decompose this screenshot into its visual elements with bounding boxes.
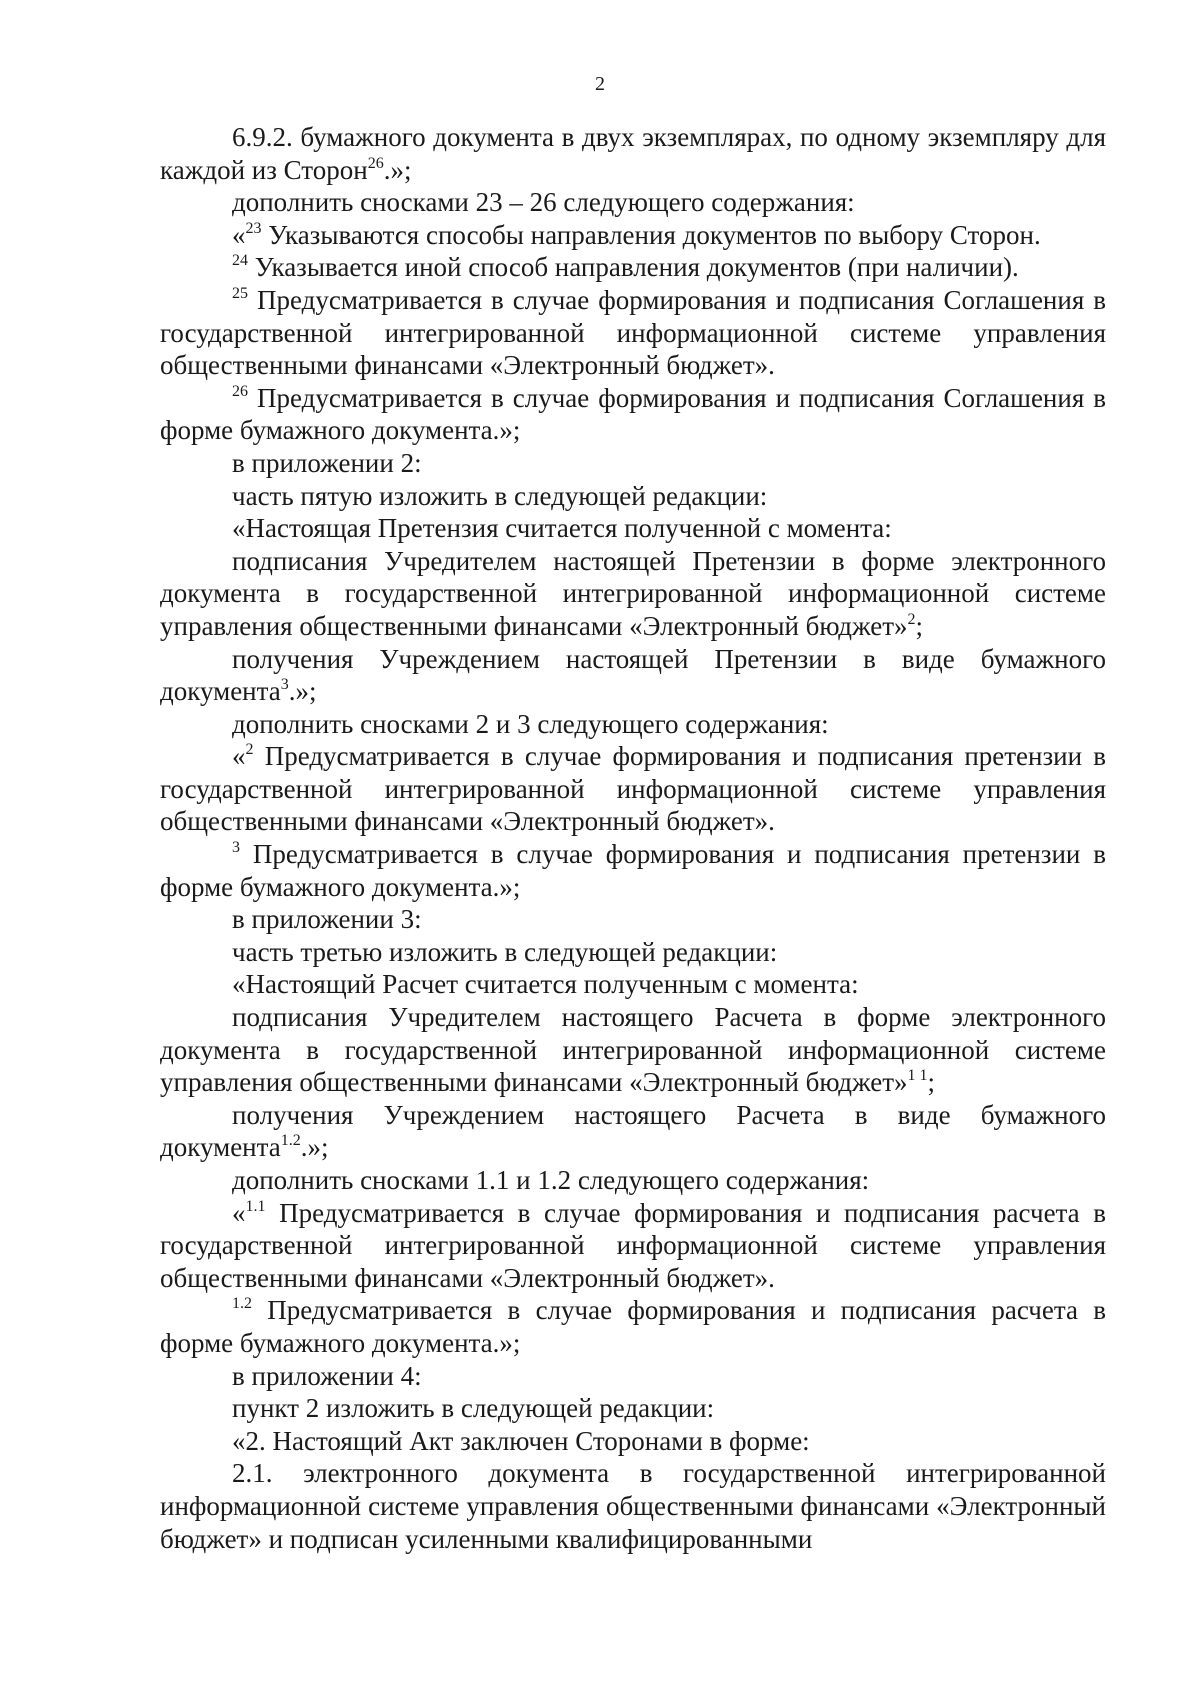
footnote-1-2: $^{1.2}$ Предусматривается в случае формирования и подписания расчета в форме бумажного документа.»; bbox=[160, 1295, 1106, 1358]
paragraph-calc-signing: подписания Учредителем настоящего Расчета в форме электронного документа в государственной интегрированной информационной системе управления общественными финансами «Электронный бюджет»$^{1 1}$; bbox=[160, 1002, 1106, 1098]
paragraph-2-1: 2.1. электронного документа в государственной интегрированной информационной системе управления общественными финансами «Электронный бюджет» и подписан усиленными квалифицированными bbox=[160, 1458, 1106, 1554]
paragraph-part-three: часть третью изложить в следующей редакции: bbox=[232, 936, 778, 967]
footnote-25: $^{25}$ Предусматривается в случае формирования и подписания Соглашения в государственной интегрированной информационной системе управления общественными финансами «Электронный бюджет». bbox=[160, 284, 1106, 381]
paragraph-instruction: дополнить сносками 23 – 26 следующего содержания: bbox=[232, 187, 855, 218]
paragraph-instruction-1-1: дополнить сносками 1.1 и 1.2 следующего содержания: bbox=[232, 1165, 870, 1195]
paragraph-part-five: часть пятую изложить в следующей редакции: bbox=[232, 480, 768, 511]
footnote-3: $^3$ Предусматривается в случае формирования и подписания претензии в форме бумажного документа.»; bbox=[160, 839, 1106, 902]
paragraph-6-9-2: 6.9.2. бумажного документа в двух экземплярах, по одному экземпляру для каждой из Сторон$^{26}$.»; bbox=[160, 122, 1106, 185]
footnote-26: $^{26}$ Предусматривается в случае формирования и подписания Соглашения в форме бумажного документа.»; bbox=[160, 382, 1106, 446]
paragraph-claim-received: «Настоящая Претензия считается полученной с момента: bbox=[232, 513, 892, 544]
footnote-23: «$^{23}$ Указываются способы направления документов по выбору Сторон. bbox=[232, 219, 1041, 250]
footnote-1-1: «$^{1.1}$ Предусматривается в случае формирования и подписания расчета в государственной интегрированной информационной системе управления общественными финансами «Электронный бюджет». bbox=[160, 1197, 1106, 1293]
footnote-24: $^{24}$ Указывается иной способ направления документов (при наличии). bbox=[232, 252, 1019, 283]
paragraph-appendix-2: в приложении 2: bbox=[232, 447, 422, 478]
paragraph-appendix-3: в приложении 3: bbox=[232, 904, 422, 935]
paragraph-point-2: пункт 2 изложить в следующей редакции: bbox=[232, 1393, 715, 1424]
paragraph-claim-paper: получения Учреждением настоящей Претензии в виде бумажного документа$^3$.»; bbox=[160, 643, 1106, 707]
paragraph-calc-received: «Настоящий Расчет считается полученным с момента: bbox=[232, 969, 859, 1000]
footnote-2: «$^2$ Предусматривается в случае формирования и подписания претензии в государственной интегрированной информационной системе управления общественными финансами «Электронный бюджет». bbox=[160, 741, 1106, 837]
document-body bbox=[160, 121, 1106, 1555]
paragraph-appendix-4: в приложении 4: bbox=[232, 1360, 422, 1391]
paragraph-act-form: «2. Настоящий Акт заключен Сторонами в форме: bbox=[232, 1425, 810, 1456]
paragraph-instruction-2-3: дополнить сносками 2 и 3 следующего содержания: bbox=[232, 708, 829, 739]
paragraph-claim-signing: подписания Учредителем настоящей Претензии в форме электронного документа в государственной интегрированной информационной системе управления общественными финансами «Электронный бюджет»$^2$; bbox=[160, 545, 1106, 641]
page-number: 2 bbox=[595, 73, 605, 95]
paragraph-calc-paper: получения Учреждением настоящего Расчета в виде бумажного документа$^{1.2}$.»; bbox=[160, 1099, 1106, 1163]
